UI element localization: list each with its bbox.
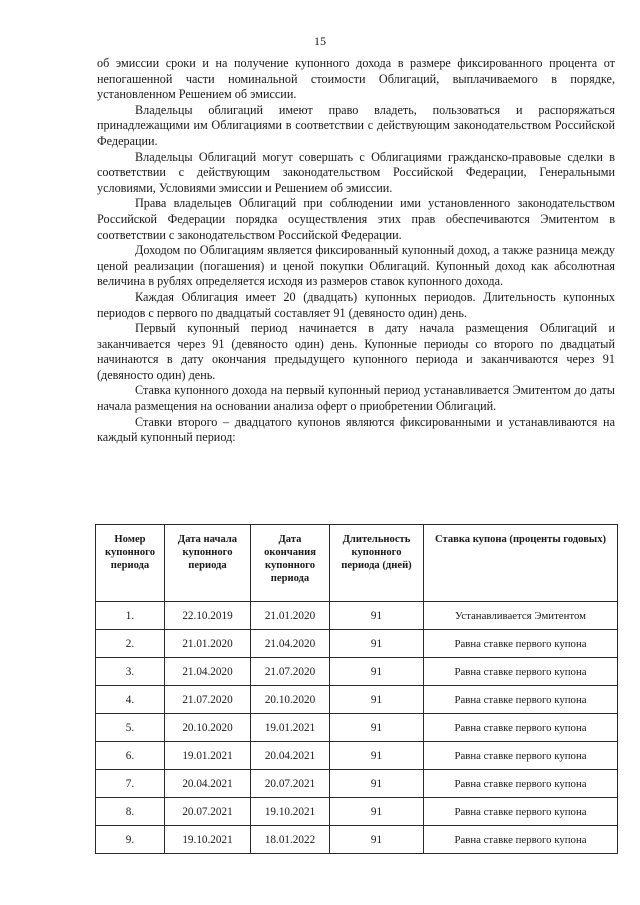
cell-end-date: 20.10.2020 bbox=[251, 686, 330, 714]
paragraph-income: Доходом по Облигациям является фиксированный купонный доход, а также разница между ценой реализации (погашения) и ценой покупки Облигаций. Купонный доход как абсолютная величина в рублях определяется исходя из размеров ставок купонного дохода. bbox=[97, 243, 615, 289]
cell-coupon-rate: Равна ставке первого купона bbox=[424, 658, 618, 686]
cell-duration: 91 bbox=[330, 630, 424, 658]
cell-duration: 91 bbox=[330, 770, 424, 798]
cell-coupon-rate: Равна ставке первого купона bbox=[424, 826, 618, 854]
paragraph-first-period: Первый купонный период начинается в дату начала размещения Облигаций и заканчивается через 91 (девяносто один) день. Купонные периоды со второго по двадцатый начинаются в дату окончания предыдущего купонного периода и заканчиваются через 91 (девяносто один) день. bbox=[97, 321, 615, 382]
table-header-row bbox=[96, 525, 618, 602]
header-coupon-rate: Ставка купона (проценты годовых) bbox=[424, 525, 618, 602]
cell-period-number: 1. bbox=[96, 602, 165, 630]
header-end-date: Дата окончания купонного периода bbox=[251, 525, 330, 602]
cell-end-date: 21.01.2020 bbox=[251, 602, 330, 630]
header-period-number: Номер купонного периода bbox=[96, 525, 165, 602]
paragraph-continuation: об эмиссии сроки и на получение купонного дохода в размере фиксированного процента от непогашенной части номинальной стоимости Облигаций, выплачиваемого в порядке, установленном Решением об эмиссии. bbox=[97, 56, 615, 102]
cell-end-date: 20.04.2021 bbox=[251, 742, 330, 770]
cell-end-date: 21.07.2020 bbox=[251, 658, 330, 686]
cell-coupon-rate: Равна ставке первого купона bbox=[424, 714, 618, 742]
cell-end-date: 19.01.2021 bbox=[251, 714, 330, 742]
cell-period-number: 2. bbox=[96, 630, 165, 658]
cell-coupon-rate: Равна ставке первого купона bbox=[424, 798, 618, 826]
cell-end-date: 21.04.2020 bbox=[251, 630, 330, 658]
cell-period-number: 7. bbox=[96, 770, 165, 798]
cell-start-date: 20.07.2021 bbox=[165, 798, 251, 826]
cell-start-date: 19.10.2021 bbox=[165, 826, 251, 854]
cell-duration: 91 bbox=[330, 714, 424, 742]
table-row bbox=[96, 658, 618, 686]
cell-period-number: 5. bbox=[96, 714, 165, 742]
table-row bbox=[96, 714, 618, 742]
cell-end-date: 19.10.2021 bbox=[251, 798, 330, 826]
cell-coupon-rate: Равна ставке первого купона bbox=[424, 686, 618, 714]
table-row bbox=[96, 742, 618, 770]
cell-period-number: 9. bbox=[96, 826, 165, 854]
page-number: 15 bbox=[314, 34, 326, 48]
cell-end-date: 20.07.2021 bbox=[251, 770, 330, 798]
coupon-schedule-table bbox=[95, 524, 618, 854]
cell-start-date: 21.01.2020 bbox=[165, 630, 251, 658]
cell-coupon-rate: Равна ставке первого купона bbox=[424, 770, 618, 798]
paragraph-rights-enforcement: Права владельцев Облигаций при соблюдении ими установленного законодательством Российской Федерации порядка осуществления этих прав обеспечиваются Эмитентом в соответствии с законодательством Российской Федерации. bbox=[97, 196, 615, 242]
table-row bbox=[96, 798, 618, 826]
cell-start-date: 20.04.2021 bbox=[165, 770, 251, 798]
paragraph-owners-rights: Владельцы облигаций имеют право владеть, пользоваться и распоряжаться принадлежащими им Облигациями в соответствии с действующим законодательством Российской Федерации. bbox=[97, 102, 615, 148]
cell-period-number: 3. bbox=[96, 658, 165, 686]
cell-duration: 91 bbox=[330, 798, 424, 826]
cell-coupon-rate: Равна ставке первого купона bbox=[424, 742, 618, 770]
table-row bbox=[96, 770, 618, 798]
cell-coupon-rate: Устанавливается Эмитентом bbox=[424, 602, 618, 630]
cell-period-number: 8. bbox=[96, 798, 165, 826]
header-start-date: Дата начала купонного периода bbox=[165, 525, 251, 602]
cell-coupon-rate: Равна ставке первого купона bbox=[424, 630, 618, 658]
cell-period-number: 4. bbox=[96, 686, 165, 714]
cell-duration: 91 bbox=[330, 686, 424, 714]
document-body bbox=[97, 56, 615, 446]
header-duration: Длительность купонного периода (дней) bbox=[330, 525, 424, 602]
cell-period-number: 6. bbox=[96, 742, 165, 770]
table-row bbox=[96, 602, 618, 630]
cell-duration: 91 bbox=[330, 742, 424, 770]
paragraph-coupon-periods: Каждая Облигация имеет 20 (двадцать) купонных периодов. Длительность купонных периодов с первого по двадцатый составляет 91 (девяносто один) день. bbox=[97, 289, 615, 320]
cell-start-date: 22.10.2019 bbox=[165, 602, 251, 630]
paragraph-fixed-rates: Ставки второго – двадцатого купонов являются фиксированными и устанавливаются на каждый купонный период: bbox=[97, 414, 615, 445]
cell-duration: 91 bbox=[330, 658, 424, 686]
cell-start-date: 21.07.2020 bbox=[165, 686, 251, 714]
paragraph-civil-transactions: Владельцы Облигаций могут совершать с Облигациями гражданско-правовые сделки в соответствии с действующим законодательством Российской Федерации, Генеральными условиями, Условиями эмиссии и Решением об эмиссии. bbox=[97, 149, 615, 195]
cell-start-date: 20.10.2020 bbox=[165, 714, 251, 742]
table-row bbox=[96, 686, 618, 714]
paragraph-first-rate: Ставка купонного дохода на первый купонный период устанавливается Эмитентом до даты начала размещения на основании анализа оферт о приобретении Облигаций. bbox=[97, 383, 615, 414]
cell-duration: 91 bbox=[330, 826, 424, 854]
cell-duration: 91 bbox=[330, 602, 424, 630]
cell-start-date: 21.04.2020 bbox=[165, 658, 251, 686]
cell-start-date: 19.01.2021 bbox=[165, 742, 251, 770]
cell-end-date: 18.01.2022 bbox=[251, 826, 330, 854]
table-row bbox=[96, 826, 618, 854]
table-row bbox=[96, 630, 618, 658]
